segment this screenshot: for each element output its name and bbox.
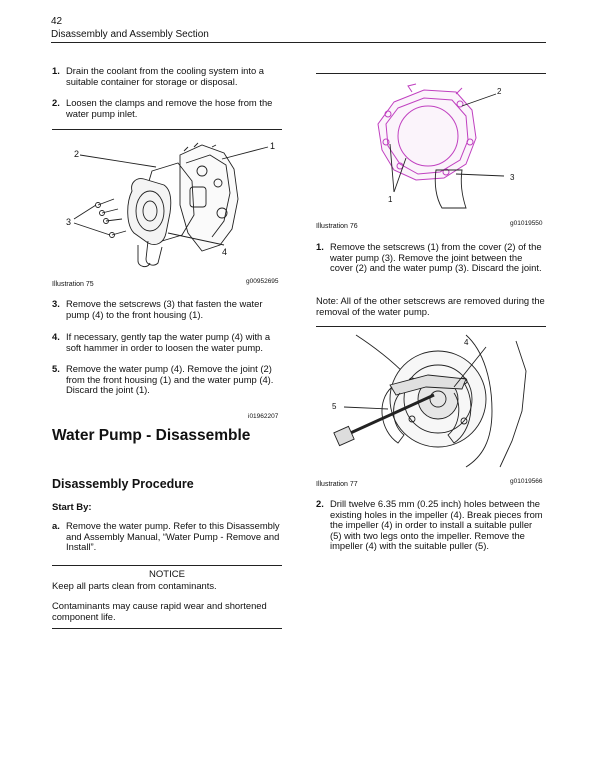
notice-rule-bottom — [52, 628, 282, 629]
callout-1: 1 — [270, 141, 276, 151]
caption-illustration-77: Illustration 77 — [316, 481, 358, 488]
step-text: Remove the setscrews (1) from the cover (2) of the water pump (3). Remove the joint between the cover (2) and the water pump (3). Discard the joint. — [330, 241, 542, 274]
rule-illustration76-top — [316, 73, 546, 74]
section-title: Disassembly and Assembly Section — [51, 29, 209, 40]
id-illustration-77: g01019566 — [510, 478, 543, 485]
step-number: 3. — [52, 298, 60, 309]
rule-illustration75-top — [52, 129, 282, 130]
callout-3: 3 — [510, 173, 515, 182]
heading-disassembly-procedure: Disassembly Procedure — [52, 477, 194, 491]
step-2-left — [52, 98, 282, 119]
callout-5: 5 — [332, 402, 337, 411]
notice-rule-top — [52, 565, 282, 566]
step-number: 5. — [52, 363, 60, 374]
callout-3: 3 — [66, 217, 72, 227]
reference-id: i01962207 — [248, 413, 279, 420]
callout-4: 4 — [464, 338, 469, 347]
step-5-left — [52, 364, 282, 396]
notice-paragraph-1: Keep all parts clean from contaminants. — [52, 580, 217, 591]
callout-4: 4 — [222, 247, 228, 257]
step-text: Drill twelve 6.35 mm (0.25 inch) holes between the existing holes in the impeller (4). Break pieces from the impeller (4) in order to install a suitable puller (5) with two legs onto the impeller. Remove the impeller (4) with the suitable puller (5). — [330, 498, 543, 552]
step-3-left — [52, 299, 282, 320]
step-text: Remove the water pump (4). Remove the joint (2) from the front housing (1) and the water pump (4). Discard the joint (1). — [66, 363, 274, 396]
start-by-label: Start By: — [52, 502, 92, 513]
rule-illustration77-top — [316, 326, 546, 327]
header-rule — [51, 42, 546, 43]
step-1-right — [316, 242, 546, 274]
illustration-75-water-pump-exploded — [52, 133, 282, 273]
notice-title: NOTICE — [149, 569, 185, 580]
caption-illustration-75: Illustration 75 — [52, 281, 94, 288]
step-text: If necessary, gently tap the water pump (4) with a soft hammer in order to loosen the water pump. — [66, 331, 271, 353]
step-number: a. — [52, 520, 60, 531]
callout-2: 2 — [74, 149, 80, 159]
step-number: 2. — [52, 97, 60, 108]
step-number: 1. — [316, 241, 324, 252]
step-1-left — [52, 66, 282, 87]
illustration-77-impeller-puller — [316, 331, 546, 471]
step-text: Remove the water pump. Refer to this Disassembly and Assembly Manual, “Water Pump - Remove and Install”. — [66, 520, 280, 553]
step-text: Drain the coolant from the cooling system into a suitable container for storage or disposal. — [66, 65, 265, 87]
id-illustration-75: g00952695 — [246, 278, 279, 285]
step-number: 1. — [52, 65, 60, 76]
id-illustration-76: g01019550 — [510, 220, 543, 227]
notice-paragraph-2: Contaminants may cause rapid wear and shortened component life. — [52, 600, 267, 622]
illustration-76-water-pump-cover — [316, 80, 546, 215]
callout-1: 1 — [388, 195, 393, 204]
page-number: 42 — [51, 16, 63, 27]
heading-water-pump-disassemble: Water Pump - Disassemble — [52, 427, 251, 444]
note-paragraph: Note: All of the other setscrews are removed during the removal of the water pump. — [316, 295, 545, 317]
step-2-right — [316, 499, 546, 552]
step-text: Remove the setscrews (3) that fasten the water pump (4) to the front housing (1). — [66, 298, 263, 320]
caption-illustration-76: Illustration 76 — [316, 223, 358, 230]
step-4-left — [52, 332, 282, 353]
step-a-left — [52, 521, 282, 553]
step-text: Loosen the clamps and remove the hose from the water pump inlet. — [66, 97, 273, 119]
step-number: 2. — [316, 498, 324, 509]
step-number: 4. — [52, 331, 60, 342]
callout-2: 2 — [497, 87, 502, 96]
